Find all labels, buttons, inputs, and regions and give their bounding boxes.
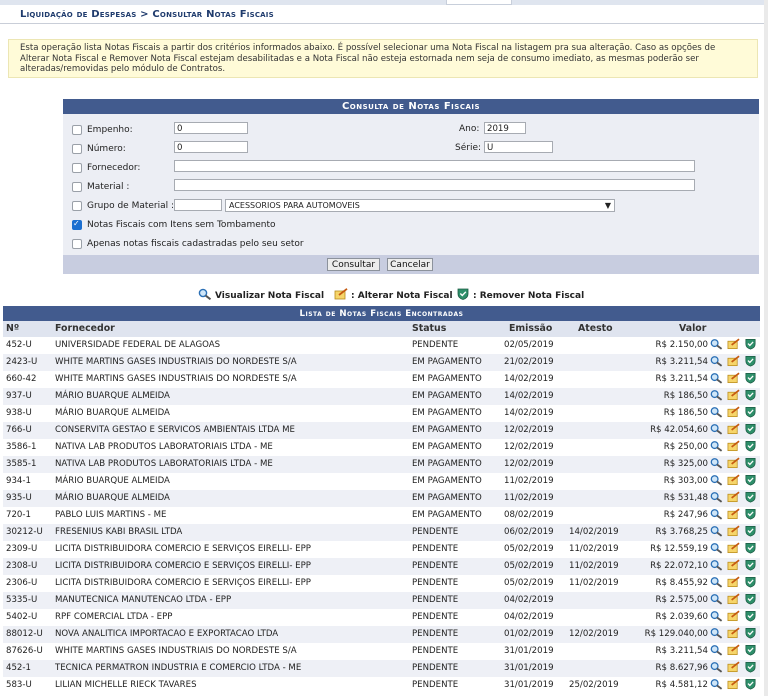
row-actions [710,542,758,556]
remove-shield-icon[interactable] [744,474,757,486]
cell-status: PENDENTE [412,612,459,622]
remove-shield-icon[interactable] [744,644,757,656]
cell-num: 2423-U [6,357,38,367]
cell-atesto: 12/02/2019 [569,629,619,639]
magnifier-icon[interactable] [710,491,723,503]
edit-note-icon[interactable] [727,389,740,401]
row-actions [710,661,758,675]
cell-status: EM PAGAMENTO [412,459,482,469]
row-actions [710,644,758,658]
row-actions [710,508,758,522]
magnifier-icon[interactable] [710,525,723,537]
table-row [3,337,760,354]
cell-emissao: 08/02/2019 [504,510,554,520]
table-row [3,490,760,507]
cell-fornecedor: WHITE MARTINS GASES INDUSTRIAIS DO NORDESTE S/A [55,357,297,367]
remove-shield-icon[interactable] [744,440,757,452]
cell-valor: R$ 3.211,54 [655,374,708,384]
table-row [3,643,760,660]
cell-status: EM PAGAMENTO [412,493,482,503]
remove-shield-icon[interactable] [744,576,757,588]
cell-emissao: 12/02/2019 [504,459,554,469]
ano-label: Ano: [459,124,480,134]
magnifier-icon[interactable] [710,389,723,401]
table-row [3,439,760,456]
row-actions [710,406,758,420]
cell-valor: R$ 129.040,00 [644,629,708,639]
cell-num: 2308-U [6,561,38,571]
cell-emissao: 05/02/2019 [504,544,554,554]
cell-fornecedor: WHITE MARTINS GASES INDUSTRIAIS DO NORDESTE S/A [55,374,297,384]
cell-valor: R$ 42.054,60 [650,425,708,435]
magnifier-icon[interactable] [710,661,723,673]
cell-fornecedor: PABLO LUIS MARTINS - ME [55,510,167,520]
edit-note-icon[interactable] [727,644,740,656]
grupo-selected-value: ACESSORIOS PARA AUTOMOVEIS [229,201,360,210]
cell-status: PENDENTE [412,544,459,554]
cell-status: PENDENTE [412,561,459,571]
col-status: Status [412,323,447,334]
cell-atesto: 14/02/2019 [569,527,619,537]
magnifier-icon[interactable] [710,338,723,350]
numero-checkbox[interactable] [72,144,82,154]
cell-fornecedor: NATIVA LAB PRODUTOS LABORATORIAIS LTDA - ME [55,442,273,452]
magnifier-icon [198,288,212,300]
cell-valor: R$ 531,48 [663,493,708,503]
edit-note-icon[interactable] [727,661,740,673]
grupo-code-input[interactable] [174,199,222,211]
cell-emissao: 12/02/2019 [504,442,554,452]
cell-valor: R$ 186,50 [663,391,708,401]
cell-status: PENDENTE [412,578,459,588]
remove-shield-icon[interactable] [744,406,757,418]
cell-emissao: 14/02/2019 [504,374,554,384]
grupo-label: Grupo de Material : [87,201,175,211]
form-button-bar [63,255,759,274]
consultar-button[interactable]: Consultar [327,258,380,271]
cell-emissao: 31/01/2019 [504,646,554,656]
cell-fornecedor: UNIVERSIDADE FEDERAL DE ALAGOAS [55,340,221,350]
cell-num: 452-U [6,340,32,350]
col-fornecedor: Fornecedor [55,323,115,334]
edit-note-icon[interactable] [727,440,740,452]
cell-atesto: 25/02/2019 [569,680,619,690]
magnifier-icon[interactable] [710,457,723,469]
cell-valor: R$ 247,96 [663,510,708,520]
edit-note-icon[interactable] [727,457,740,469]
magnifier-icon[interactable] [710,542,723,554]
magnifier-icon[interactable] [710,559,723,571]
cell-status: EM PAGAMENTO [412,442,482,452]
magnifier-icon[interactable] [710,355,723,367]
table-row [3,592,760,609]
col-emissao: Emissão [509,323,553,334]
remove-shield-icon[interactable] [744,423,757,435]
fornecedor-label: Fornecedor: [87,163,141,173]
cell-num: 583-U [6,680,32,690]
cell-emissao: 21/02/2019 [504,357,554,367]
cell-status: EM PAGAMENTO [412,476,482,486]
cell-num: 5402-U [6,612,38,622]
row-actions [710,627,758,641]
table-body [3,337,760,694]
cancelar-button[interactable]: Cancelar [387,258,433,271]
table-header [3,321,760,337]
scrollbar[interactable] [764,0,768,696]
edit-note-icon[interactable] [727,355,740,367]
cell-status: EM PAGAMENTO [412,510,482,520]
breadcrumb: Liquidação de Despesas > Consultar Notas Fiscais [0,5,768,24]
cell-fornecedor: LICITA DISTRIBUIDORA COMERCIO E SERVIÇOS EIRELLI- EPP [55,544,311,554]
table-row [3,575,760,592]
cell-fornecedor: MÁRIO BUARQUE ALMEIDA [55,391,170,401]
cell-emissao: 05/02/2019 [504,578,554,588]
cell-num: 3586-1 [6,442,37,452]
row-actions [710,525,758,539]
cell-num: 452-1 [6,663,31,673]
cell-emissao: 04/02/2019 [504,612,554,622]
cell-atesto: 11/02/2019 [569,578,619,588]
magnifier-icon[interactable] [710,440,723,452]
cell-valor: R$ 3.768,25 [655,527,708,537]
cell-status: PENDENTE [412,595,459,605]
cell-fornecedor: MÁRIO BUARQUE ALMEIDA [55,476,170,486]
cell-num: 2306-U [6,578,38,588]
top-strip [0,0,768,5]
magnifier-icon[interactable] [710,508,723,520]
cell-num: 30212-U [6,527,43,537]
table-row [3,405,760,422]
edit-note-icon[interactable] [727,508,740,520]
row-actions [710,593,758,607]
table-caption: Lista de Notas Fiscais Encontradas [3,306,760,321]
actions-legend [0,288,768,302]
legend-visualizar: Visualizar Nota Fiscal [215,291,325,301]
cell-num: 87626-U [6,646,43,656]
cell-fornecedor: MÁRIO BUARQUE ALMEIDA [55,493,170,503]
search-form [63,99,759,274]
edit-note-icon[interactable] [727,406,740,418]
remove-shield-icon[interactable] [744,661,757,673]
material-checkbox[interactable] [72,182,82,192]
table-row [3,456,760,473]
cell-num: 5335-U [6,595,38,605]
table-row [3,677,760,694]
cell-valor: R$ 325,00 [663,459,708,469]
cell-num: 934-1 [6,476,31,486]
cell-valor: R$ 303,00 [663,476,708,486]
remove-shield-icon[interactable] [744,457,757,469]
cell-valor: R$ 8.627,96 [655,663,708,673]
remove-shield-icon[interactable] [744,559,757,571]
remove-shield-icon[interactable] [744,610,757,622]
edit-note-icon[interactable] [727,423,740,435]
serie-label: Série: [455,143,482,153]
table-row [3,473,760,490]
edit-note-icon[interactable] [727,559,740,571]
cell-fornecedor: CONSERVITA GESTAO E SERVICOS AMBIENTAIS LTDA ME [55,425,295,435]
magnifier-icon[interactable] [710,593,723,605]
cell-valor: R$ 12.559,19 [650,544,708,554]
row-actions [710,355,758,369]
magnifier-icon[interactable] [710,423,723,435]
cell-num: 937-U [6,391,32,401]
cell-fornecedor: LILIAN MICHELLE RIECK TAVARES [55,680,197,690]
magnifier-icon[interactable] [710,576,723,588]
remove-shield-icon[interactable] [744,372,757,384]
cell-status: PENDENTE [412,527,459,537]
edit-note-icon[interactable] [727,372,740,384]
cell-emissao: 12/02/2019 [504,425,554,435]
cell-emissao: 31/01/2019 [504,680,554,690]
cell-status: EM PAGAMENTO [412,408,482,418]
fornecedor-checkbox[interactable] [72,163,82,173]
edit-note-icon[interactable] [727,491,740,503]
row-actions [710,610,758,624]
table-row [3,558,760,575]
cell-status: PENDENTE [412,646,459,656]
empenho-checkbox[interactable] [72,125,82,135]
magnifier-icon[interactable] [710,678,723,690]
remove-shield-icon[interactable] [744,355,757,367]
edit-note-icon[interactable] [727,627,740,639]
setor-checkbox[interactable] [72,239,82,249]
cell-num: 938-U [6,408,32,418]
numero-label: Número: [87,144,126,154]
magnifier-icon[interactable] [710,610,723,622]
setor-label: Apenas notas fiscais cadastradas pelo seu setor [87,239,304,249]
cell-fornecedor: LICITA DISTRIBUIDORA COMERCIO E SERVIÇOS EIRELLI- EPP [55,561,311,571]
cell-valor: R$ 3.211,54 [655,357,708,367]
row-actions [710,338,758,352]
cell-fornecedor: FRESENIUS KABI BRASIL LTDA [55,527,183,537]
top-tab [446,0,512,5]
magnifier-icon[interactable] [710,644,723,656]
remove-shield-icon [456,288,470,300]
cell-emissao: 02/05/2019 [504,340,554,350]
remove-shield-icon[interactable] [744,491,757,503]
remove-shield-icon[interactable] [744,627,757,639]
edit-note-icon[interactable] [727,576,740,588]
cell-status: EM PAGAMENTO [412,391,482,401]
edit-note-icon[interactable] [727,678,740,690]
row-actions [710,491,758,505]
table-row [3,422,760,439]
tombamento-label: Notas Fiscais com Itens sem Tombamento [87,220,276,230]
cell-num: 2309-U [6,544,38,554]
cell-valor: R$ 186,50 [663,408,708,418]
cell-num: 720-1 [6,510,31,520]
row-actions [710,372,758,386]
serie-input[interactable]: U [484,141,553,153]
cell-atesto: 11/02/2019 [569,561,619,571]
table-row [3,524,760,541]
cell-emissao: 31/01/2019 [504,663,554,673]
table-row [3,371,760,388]
edit-note-icon[interactable] [727,474,740,486]
cell-fornecedor: NOVA ANALITICA IMPORTACAO E EXPORTACAO LTDA [55,629,279,639]
cell-valor: R$ 2.039,60 [655,612,708,622]
cell-status: EM PAGAMENTO [412,357,482,367]
cell-num: 935-U [6,493,32,503]
cell-valor: R$ 8.455,92 [655,578,708,588]
cell-valor: R$ 3.211,54 [655,646,708,656]
magnifier-icon[interactable] [710,372,723,384]
notas-table [3,306,760,694]
cell-fornecedor: LICITA DISTRIBUIDORA COMERCIO E SERVIÇOS EIRELLI- EPP [55,578,311,588]
cell-emissao: 11/02/2019 [504,493,554,503]
cell-fornecedor: RPF COMERCIAL LTDA - EPP [55,612,173,622]
info-message: Esta operação lista Notas Fiscais a partir dos critérios informados abaixo. É possível selecionar uma Nota Fiscal na listagem pra sua alteração. Caso as opções de Alterar Nota Fiscal e Remover Nota Fiscal estejam desabilitadas e a Nota Fiscal não esteja estornada nem seja de consumo imediato, as mesmas poderão ser alteradas/removidas pelo módulo de Contratos. [8,39,758,78]
remove-shield-icon[interactable] [744,338,757,350]
grupo-checkbox[interactable] [72,201,82,211]
form-title: Consulta de Notas Fiscais [63,99,759,114]
cell-status: PENDENTE [412,680,459,690]
cell-emissao: 04/02/2019 [504,595,554,605]
empenho-input[interactable]: 0 [174,122,248,134]
edit-note-icon[interactable] [727,542,740,554]
row-actions [710,559,758,573]
row-actions [710,474,758,488]
cell-status: EM PAGAMENTO [412,374,482,384]
magnifier-icon[interactable] [710,406,723,418]
ano-input[interactable]: 2019 [484,122,526,134]
legend-alterar: : Alterar Nota Fiscal [351,291,453,301]
cell-fornecedor: TECNICA PERMATRON INDUSTRIA E COMERCIO LTDA - ME [55,663,302,673]
cell-valor: R$ 2.150,00 [655,340,708,350]
tombamento-checkbox[interactable] [72,220,82,230]
numero-input[interactable]: 0 [174,141,248,153]
cell-atesto: 11/02/2019 [569,544,619,554]
cell-emissao: 14/02/2019 [504,391,554,401]
cell-fornecedor: WHITE MARTINS GASES INDUSTRIAIS DO NORDESTE S/A [55,646,297,656]
table-row [3,626,760,643]
remove-shield-icon[interactable] [744,389,757,401]
remove-shield-icon[interactable] [744,678,757,690]
remove-shield-icon[interactable] [744,508,757,520]
table-row [3,507,760,524]
cell-valor: R$ 4.581,12 [655,680,708,690]
cell-fornecedor: MANUTECNICA MANUTENCAO LTDA - EPP [55,595,232,605]
cell-status: EM PAGAMENTO [412,425,482,435]
grupo-select[interactable] [225,199,615,212]
magnifier-icon[interactable] [710,474,723,486]
cell-emissao: 01/02/2019 [504,629,554,639]
row-actions [710,576,758,590]
edit-note-icon[interactable] [727,525,740,537]
cell-status: PENDENTE [412,340,459,350]
col-valor: Valor [679,323,707,334]
row-actions [710,440,758,454]
material-input[interactable] [174,179,695,191]
material-label: Material : [87,182,130,192]
table-row [3,388,760,405]
table-row [3,541,760,558]
row-actions [710,423,758,437]
cell-num: 88012-U [6,629,43,639]
legend-remover: : Remover Nota Fiscal [473,291,585,301]
remove-shield-icon[interactable] [744,542,757,554]
cell-emissao: 14/02/2019 [504,408,554,418]
edit-note-icon[interactable] [727,610,740,622]
table-row [3,609,760,626]
magnifier-icon[interactable] [710,627,723,639]
cell-emissao: 11/02/2019 [504,476,554,486]
row-actions [710,457,758,471]
edit-note-icon[interactable] [727,593,740,605]
remove-shield-icon[interactable] [744,593,757,605]
cell-num: 3585-1 [6,459,37,469]
cell-emissao: 05/02/2019 [504,561,554,571]
table-row [3,660,760,677]
cell-valor: R$ 2.575,00 [655,595,708,605]
cell-num: 660-42 [6,374,37,384]
cell-num: 766-U [6,425,32,435]
fornecedor-input[interactable] [174,160,695,172]
chevron-down-icon: ▼ [604,201,611,210]
row-actions [710,678,758,692]
cell-status: PENDENTE [412,663,459,673]
cell-emissao: 06/02/2019 [504,527,554,537]
col-atesto: Atesto [578,323,613,334]
cell-fornecedor: NATIVA LAB PRODUTOS LABORATORIAIS LTDA - ME [55,459,273,469]
cell-status: PENDENTE [412,629,459,639]
cell-valor: R$ 250,00 [663,442,708,452]
table-row [3,354,760,371]
col-num: Nº [6,323,20,334]
remove-shield-icon[interactable] [744,525,757,537]
cell-valor: R$ 22.072,10 [650,561,708,571]
empenho-label: Empenho: [87,125,133,135]
row-actions [710,389,758,403]
edit-note-icon[interactable] [727,338,740,350]
edit-note-icon [334,288,348,300]
cell-fornecedor: MÁRIO BUARQUE ALMEIDA [55,408,170,418]
